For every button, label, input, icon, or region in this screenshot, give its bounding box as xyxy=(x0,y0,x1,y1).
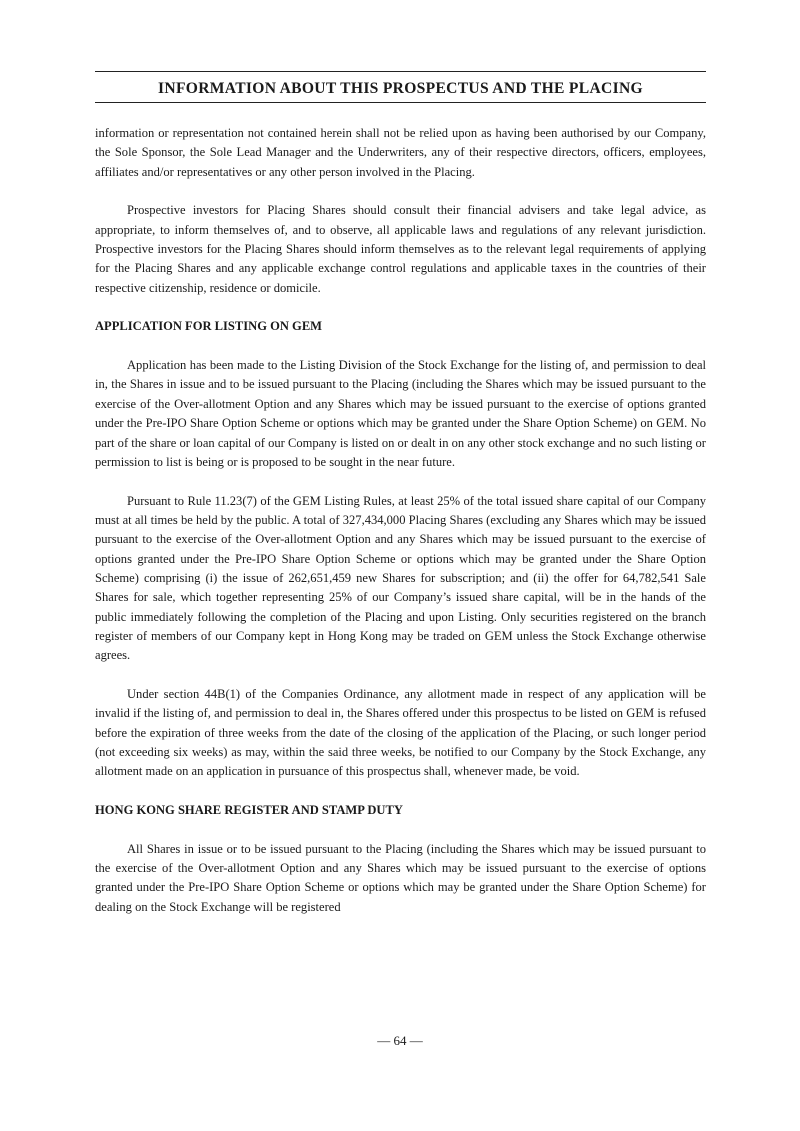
section-heading-share-register: HONG KONG SHARE REGISTER AND STAMP DUTY xyxy=(95,803,403,818)
paragraph-application: Application has been made to the Listing Division of the Stock Exchange for the listing of, and permission to deal in, the Shares in issue and to be issued pursuant to the Placing (including the Shares which may be issued pursuant to the exercise of the Over-allotment Option and any Shares which may be issued pursuant to the exercise of options granted under the Pre-IPO Share Option Scheme or options which may be granted under the Share Option Scheme) on GEM. No part of the share or loan capital of our Company is listed on or dealt in on any other stock exchange and no such listing or permission to list is being or is proposed to be sought in the near future. xyxy=(95,358,706,469)
paragraph-section-44b: Under section 44B(1) of the Companies Ordinance, any allotment made in respect of any application will be invalid if the listing of, and permission to deal in, the Shares offered under this prospectus to be listed on GEM is refused before the expiration of three weeks from the date of the closing of the application of the Placing, or such longer period (not exceeding six weeks) as may, within the said three weeks, be notified to our Company by the Stock Exchange, any allotment made on an application in pursuance of this prospectus shall, whenever made, be void. xyxy=(95,686,706,779)
section-heading-listing: APPLICATION FOR LISTING ON GEM xyxy=(95,319,323,334)
paragraph-shares-register: All Shares in issue or to be issued pursuant to the Placing (including the Shares which may be issued pursuant to the exercise of the Over-allotment Option and any Shares which may be issued pursuant to the exercise of options granted under the Pre-IPO Share Option Scheme or options which may be granted under the Share Option Scheme) for dealing on the Stock Exchange will be registered xyxy=(95,841,706,914)
paragraph-prospective-investors: Prospective investors for Placing Shares should consult their financial advisers and take legal advice, as appropriate, to inform themselves of, and to observe, all applicable laws and regulations of any relevant jurisdiction. Prospective investors for the Placing Shares should inform themselves as to the relevant legal requirements of applying for the Placing Shares and any applicable exchange control regulations and applicable taxes in the countries of their respective citizenship, residence or domicile. xyxy=(95,203,706,295)
header-rule-top xyxy=(95,71,706,72)
header-rule-bottom xyxy=(95,102,706,103)
paragraph-continuation: information or representation not contained herein shall not be relied upon as having been authorised by our Company, the Sole Sponsor, the Sole Lead Manager and the Underwriters, any of their respective directors, officers, employees, affiliates and/or representatives or any other person involved in the Placing. xyxy=(95,126,706,179)
page-number: — 64 — xyxy=(377,1033,423,1048)
paragraph-rule-11-23: Pursuant to Rule 11.23(7) of the GEM Listing Rules, at least 25% of the total issued share capital of our Company must at all times be held by the public. A total of 327,434,000 Placing Shares (excluding any Shares which may be issued pursuant to the exercise of the Over-allotment Option and any Shares which may be issued pursuant to the exercise of options granted under the Pre-IPO Share Option Scheme or options which may be granted under the Share Option Scheme) comprising (i) the issue of 262,651,459 new Shares for subscription; and (ii) the offer for 64,782,541 Sale Shares for sale, which together representing 25% of our Company’s issued share capital, will be in the hands of the public immediately following the completion of the Placing and upon Listing. Only securities registered on the branch register of members of our Company kept in Hong Kong may be traded on GEM unless the Stock Exchange otherwise agrees. xyxy=(95,493,706,663)
page-header-title: INFORMATION ABOUT THIS PROSPECTUS AND THE PLACING xyxy=(158,80,643,97)
document-body xyxy=(95,124,706,936)
